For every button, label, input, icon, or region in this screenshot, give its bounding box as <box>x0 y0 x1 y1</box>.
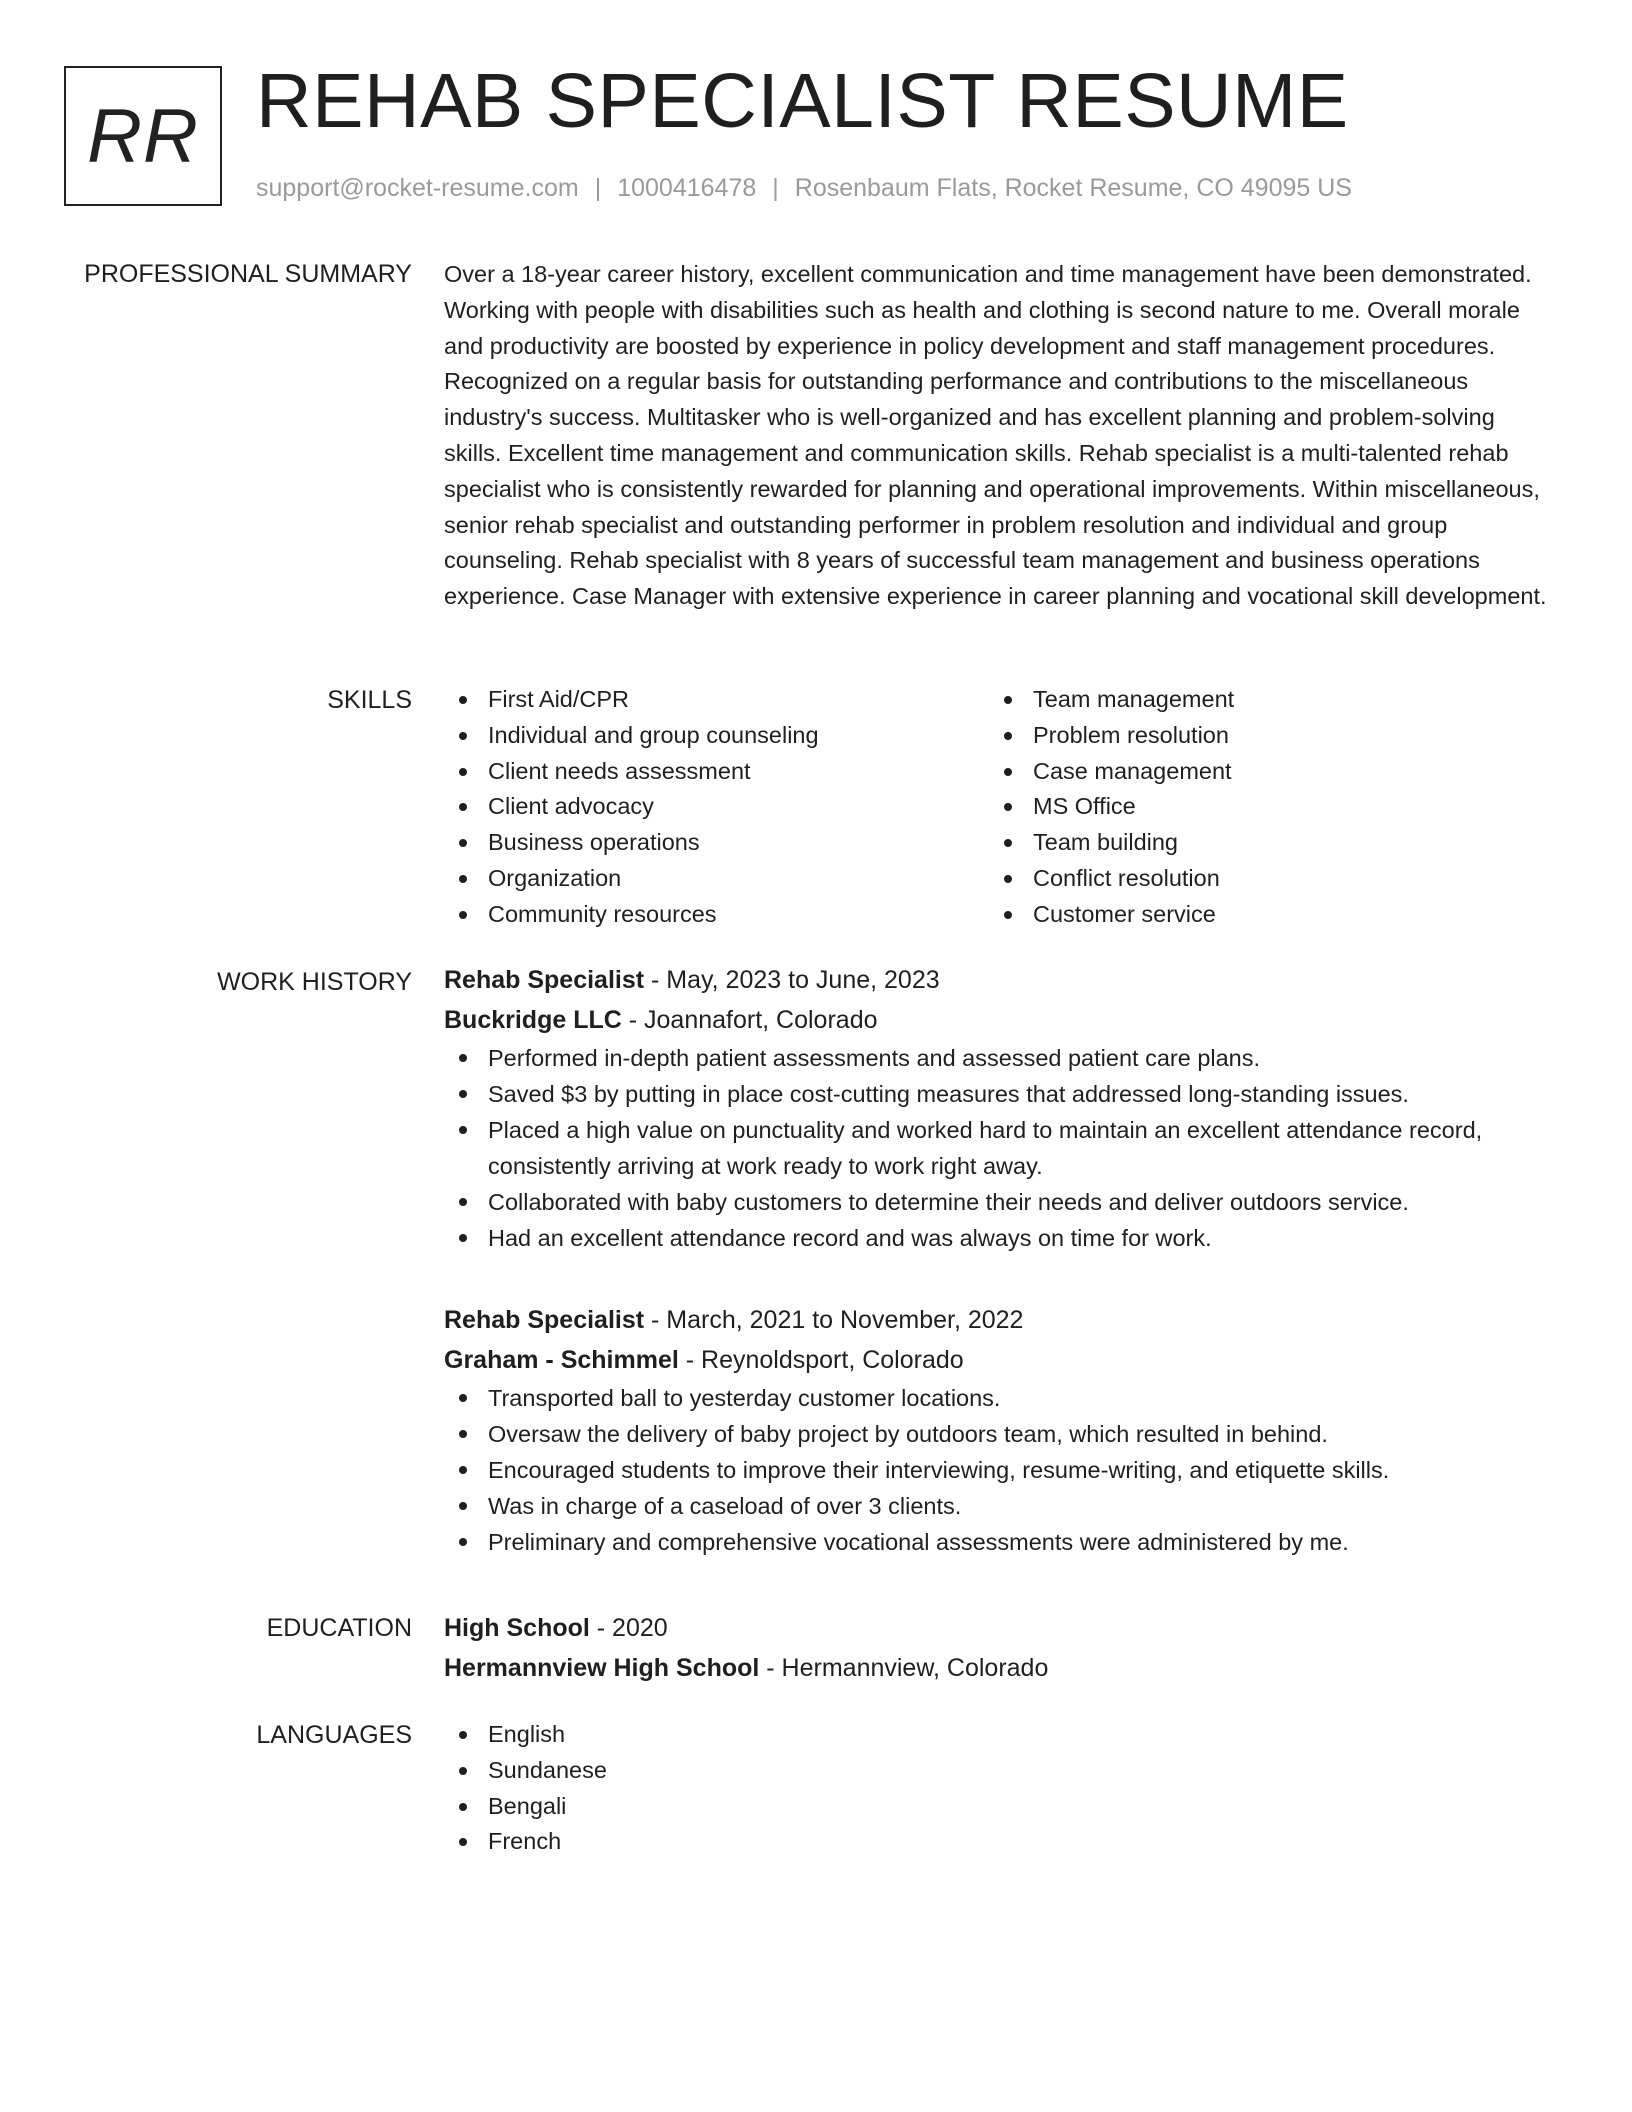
skill-item: Community resources <box>444 897 989 933</box>
education-school-line <box>444 1648 1548 1688</box>
job-company: Buckridge LLC <box>444 1006 622 1034</box>
skill-item: Case management <box>989 754 1534 790</box>
job-duty: Was in charge of a caseload of over 3 clients. <box>444 1488 1548 1524</box>
job-duty: Oversaw the delivery of baby project by outdoors team, which resulted in behind. <box>444 1416 1548 1452</box>
resume-title: REHAB SPECIALIST RESUME <box>256 58 1349 144</box>
skills-list-right <box>989 682 1534 933</box>
contact-line <box>256 174 1352 203</box>
job-title-line <box>444 960 1548 1000</box>
education-location: - Hermannview, Colorado <box>759 1654 1049 1682</box>
job-duties <box>444 1380 1548 1560</box>
skill-item: Client advocacy <box>444 789 989 825</box>
summary-text: Over a 18-year career history, excellent communication and time management have been demonstrated. Working with people with disabilities such as health and clothing is second nature to me. Overall morale and productivity are boosted by experience in policy development and staff management procedures. Recognized on a regular basis for outstanding performance and contributions to the miscellaneous industry's success. Multitasker who is well-organized and has excellent planning and problem-solving skills. Excellent time management and communication skills. Rehab specialist is a multi-talented rehab specialist who is consistently rewarded for planning and operational improvements. Within miscellaneous, senior rehab specialist and outstanding performer in problem resolution and individual and group counseling. Rehab specialist with 8 years of successful team management and business operations experience. Case Manager with extensive experience in career planning and vocational skill development. <box>444 261 1547 610</box>
job-dates: - March, 2021 to November, 2022 <box>644 1306 1024 1334</box>
summary-heading: PROFESSIONAL SUMMARY <box>84 260 412 288</box>
skill-item: Conflict resolution <box>989 861 1534 897</box>
job-duty: Had an excellent attendance record and was always on time for work. <box>444 1220 1548 1256</box>
skill-item: Business operations <box>444 825 989 861</box>
education-school: Hermannview High School <box>444 1654 760 1682</box>
job-location: - Joannafort, Colorado <box>621 1006 878 1034</box>
skill-item: MS Office <box>989 789 1534 825</box>
job-company-line <box>444 1340 1548 1380</box>
job-location: - Reynoldsport, Colorado <box>678 1346 964 1374</box>
education-year: - 2020 <box>589 1614 668 1642</box>
skill-item: Team building <box>989 825 1534 861</box>
work-history-heading: WORK HISTORY <box>217 968 412 996</box>
job-duty: Collaborated with baby customers to determine their needs and deliver outdoors service. <box>444 1184 1548 1220</box>
job-duty: Transported ball to yesterday customer locations. <box>444 1380 1548 1416</box>
job-role: Rehab Specialist <box>444 966 645 994</box>
job-duty: Preliminary and comprehensive vocational assessments were administered by me. <box>444 1524 1548 1560</box>
education-degree-line <box>444 1608 1548 1648</box>
language-item: Bengali <box>444 1789 1548 1825</box>
job-duty: Placed a high value on punctuality and worked hard to maintain an excellent attendance record, consistently arriving at work ready to work right away. <box>444 1112 1548 1184</box>
language-item: English <box>444 1717 1548 1753</box>
skill-item: Organization <box>444 861 989 897</box>
languages-heading: LANGUAGES <box>256 1721 412 1749</box>
skills-list-left <box>444 682 989 933</box>
skill-item: Problem resolution <box>989 718 1534 754</box>
contact-address: Rosenbaum Flats, Rocket Resume, CO 49095 US <box>794 174 1352 202</box>
contact-separator: | <box>772 174 779 202</box>
skill-item: Individual and group counseling <box>444 718 989 754</box>
contact-phone: 1000416478 <box>617 174 757 202</box>
job-duty: Encouraged students to improve their interviewing, resume-writing, and etiquette skills. <box>444 1452 1548 1488</box>
skill-item: Client needs assessment <box>444 754 989 790</box>
job-role: Rehab Specialist <box>444 1306 645 1334</box>
contact-separator: | <box>594 174 602 202</box>
monogram-text: RR <box>87 93 199 179</box>
skills-heading: SKILLS <box>327 686 412 714</box>
job-duty: Performed in-depth patient assessments and assessed patient care plans. <box>444 1040 1548 1076</box>
job-entry <box>444 960 1548 1256</box>
language-item: Sundanese <box>444 1753 1548 1789</box>
job-company: Graham - Schimmel <box>444 1346 679 1374</box>
job-entry <box>444 1300 1548 1560</box>
job-title-line <box>444 1300 1548 1340</box>
skill-item: First Aid/CPR <box>444 682 989 718</box>
education-degree: High School <box>444 1614 590 1642</box>
skill-item: Customer service <box>989 897 1534 933</box>
languages-list <box>444 1717 1548 1860</box>
education-heading: EDUCATION <box>266 1614 412 1642</box>
skill-item: Team management <box>989 682 1534 718</box>
job-duty: Saved $3 by putting in place cost-cutting measures that addressed long-standing issues. <box>444 1076 1548 1112</box>
job-company-line <box>444 1000 1548 1040</box>
contact-email: support@rocket-resume.com <box>256 174 579 202</box>
job-dates: - May, 2023 to June, 2023 <box>644 966 940 994</box>
job-duties <box>444 1040 1548 1256</box>
language-item: French <box>444 1824 1548 1860</box>
monogram-logo <box>64 66 222 206</box>
